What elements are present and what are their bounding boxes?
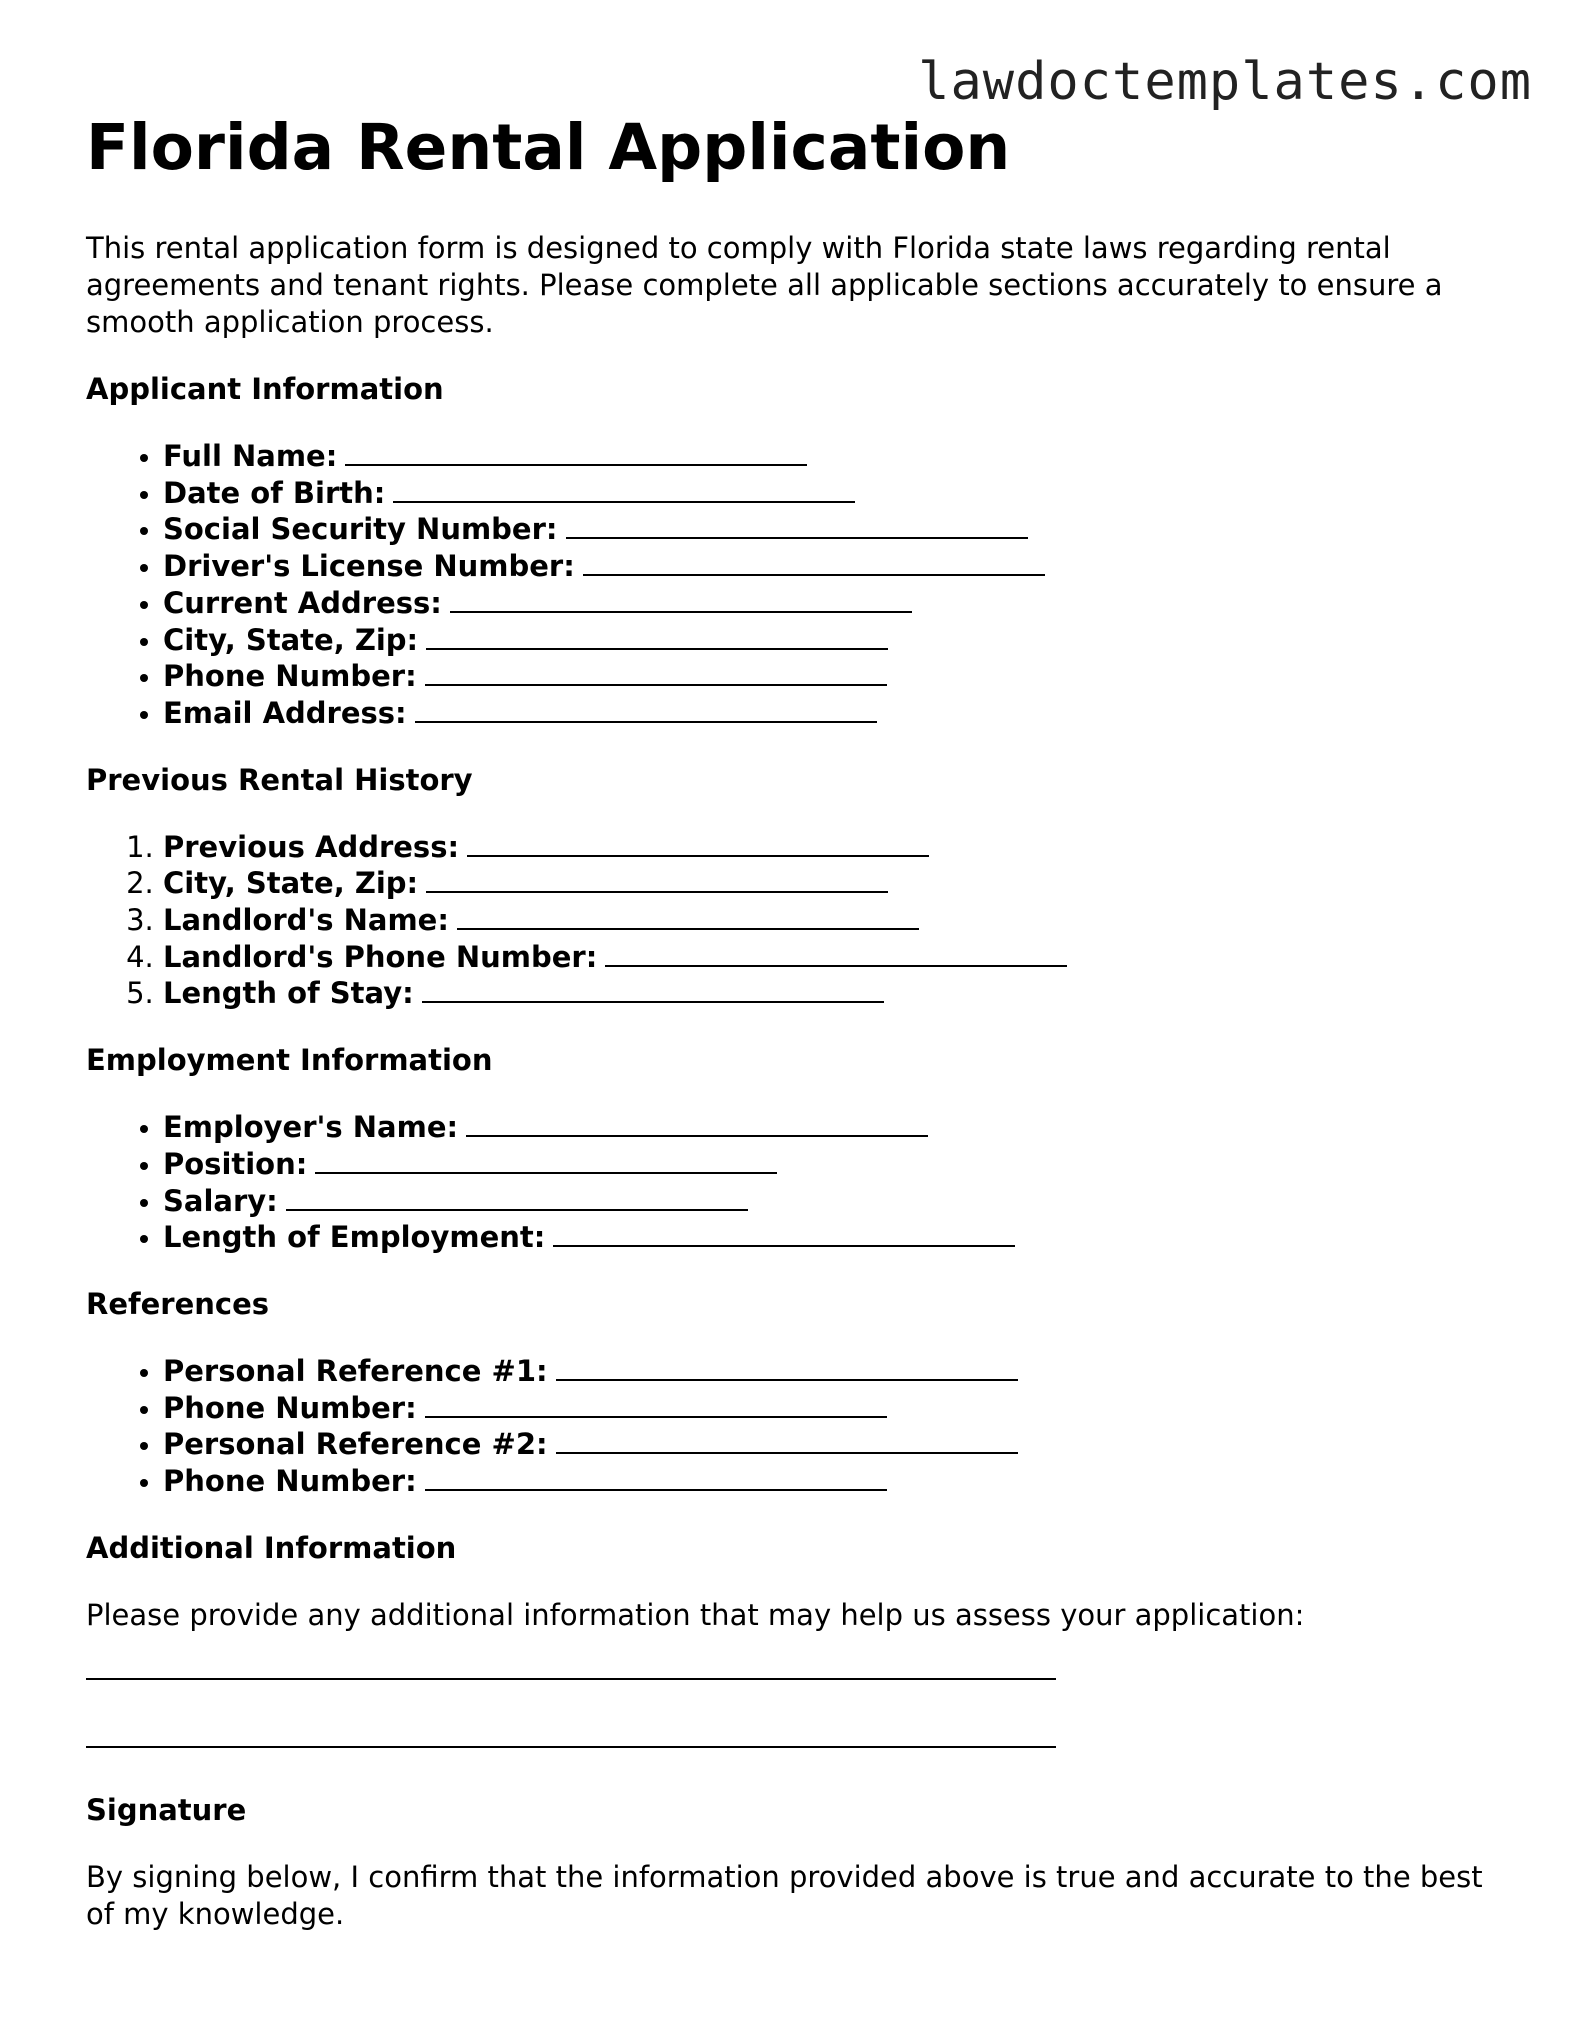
- additional-prompt: Please provide any additional information that may help us assess your application:: [86, 1597, 1305, 1632]
- blank-line[interactable]: [466, 1109, 928, 1137]
- field-prev-city-state-zip: [163, 865, 1506, 902]
- field-label: Date of Birth:: [163, 475, 386, 510]
- field-previous-address: [163, 829, 1506, 866]
- field-label: Full Name:: [163, 439, 338, 473]
- employment-heading: Employment Information: [86, 1043, 493, 1078]
- signature-heading: Signature: [86, 1792, 247, 1827]
- rental-history-heading: Previous Rental History: [86, 762, 473, 797]
- field-label: Previous Address:: [163, 829, 460, 864]
- page-title: Florida Rental Application: [86, 111, 1011, 184]
- blank-line[interactable]: [457, 902, 919, 930]
- field-label: Phone Number:: [163, 659, 417, 694]
- field-label: Personal Reference #2:: [163, 1427, 548, 1462]
- document-page: [86, 112, 1506, 1933]
- field-reference-2: [163, 1426, 1506, 1463]
- field-label: Personal Reference #1:: [163, 1353, 548, 1388]
- field-label: Email Address:: [163, 695, 407, 730]
- field-label: Length of Employment:: [163, 1220, 546, 1255]
- field-length-of-stay: [163, 975, 1506, 1012]
- field-date-of-birth: [163, 475, 1506, 512]
- blank-line[interactable]: [425, 658, 887, 686]
- blank-line[interactable]: [426, 865, 888, 893]
- additional-line-1[interactable]: [86, 1678, 1056, 1680]
- field-label: Driver's License Number:: [163, 549, 575, 584]
- references-fields: [86, 1353, 1506, 1500]
- field-salary: [163, 1183, 1506, 1220]
- field-label: Landlord's Name:: [163, 903, 449, 938]
- blank-line[interactable]: [425, 1463, 887, 1491]
- blank-line[interactable]: [393, 475, 855, 503]
- field-label: Position:: [163, 1146, 308, 1181]
- field-employer-name: [163, 1109, 1506, 1146]
- blank-line[interactable]: [415, 695, 877, 723]
- blank-line[interactable]: [553, 1219, 1015, 1247]
- blank-line[interactable]: [556, 1426, 1018, 1454]
- blank-line[interactable]: [450, 585, 912, 613]
- blank-line[interactable]: [426, 622, 888, 650]
- signature-statement: By signing below, I confirm that the information provided above is true and accurate to the best of my knowledge.: [86, 1859, 1483, 1931]
- additional-line-2[interactable]: [86, 1746, 1056, 1748]
- field-label: City, State, Zip:: [163, 622, 419, 657]
- field-city-state-zip: [163, 622, 1506, 659]
- field-label: Social Security Number:: [163, 512, 558, 547]
- field-landlord-name: [163, 902, 1506, 939]
- blank-line[interactable]: [605, 939, 1067, 967]
- field-phone-number: [163, 658, 1506, 695]
- rental-history-fields: [86, 829, 1506, 1013]
- field-label: Landlord's Phone Number:: [163, 939, 598, 974]
- blank-line[interactable]: [467, 829, 929, 857]
- references-heading: References: [86, 1286, 270, 1321]
- field-reference-1-phone: [163, 1390, 1506, 1427]
- field-landlord-phone: [163, 939, 1506, 976]
- intro-paragraph: This rental application form is designed to comply with Florida state laws regarding rental agreements and tenant rights. Please complete all applicable sections accurately to ensure a smooth application process.: [86, 231, 1443, 339]
- field-reference-2-phone: [163, 1463, 1506, 1500]
- field-email-address: [163, 695, 1506, 732]
- field-label: Employer's Name:: [163, 1110, 459, 1145]
- blank-line[interactable]: [566, 511, 1028, 539]
- blank-line[interactable]: [583, 548, 1045, 576]
- applicant-fields: [86, 438, 1506, 732]
- field-current-address: [163, 585, 1506, 622]
- field-drivers-license: [163, 548, 1506, 585]
- blank-line[interactable]: [425, 1390, 887, 1418]
- blank-line[interactable]: [315, 1146, 777, 1174]
- field-label: Current Address:: [163, 585, 442, 620]
- watermark: lawdoctemplates.com: [918, 52, 1532, 112]
- field-label: Length of Stay:: [163, 976, 414, 1011]
- blank-line[interactable]: [286, 1183, 748, 1211]
- field-label: Phone Number:: [163, 1390, 417, 1425]
- field-ssn: [163, 511, 1506, 548]
- applicant-heading: Applicant Information: [86, 372, 444, 406]
- additional-heading: Additional Information: [86, 1530, 457, 1565]
- field-label: Salary:: [163, 1183, 278, 1218]
- field-label: City, State, Zip:: [163, 866, 419, 901]
- field-length-of-employment: [163, 1219, 1506, 1256]
- field-label: Phone Number:: [163, 1464, 417, 1499]
- blank-line[interactable]: [556, 1353, 1018, 1381]
- blank-line[interactable]: [422, 975, 884, 1003]
- employment-fields: [86, 1109, 1506, 1256]
- field-reference-1: [163, 1353, 1506, 1390]
- blank-line[interactable]: [345, 438, 807, 466]
- field-position: [163, 1146, 1506, 1183]
- field-full-name: [163, 438, 1506, 475]
